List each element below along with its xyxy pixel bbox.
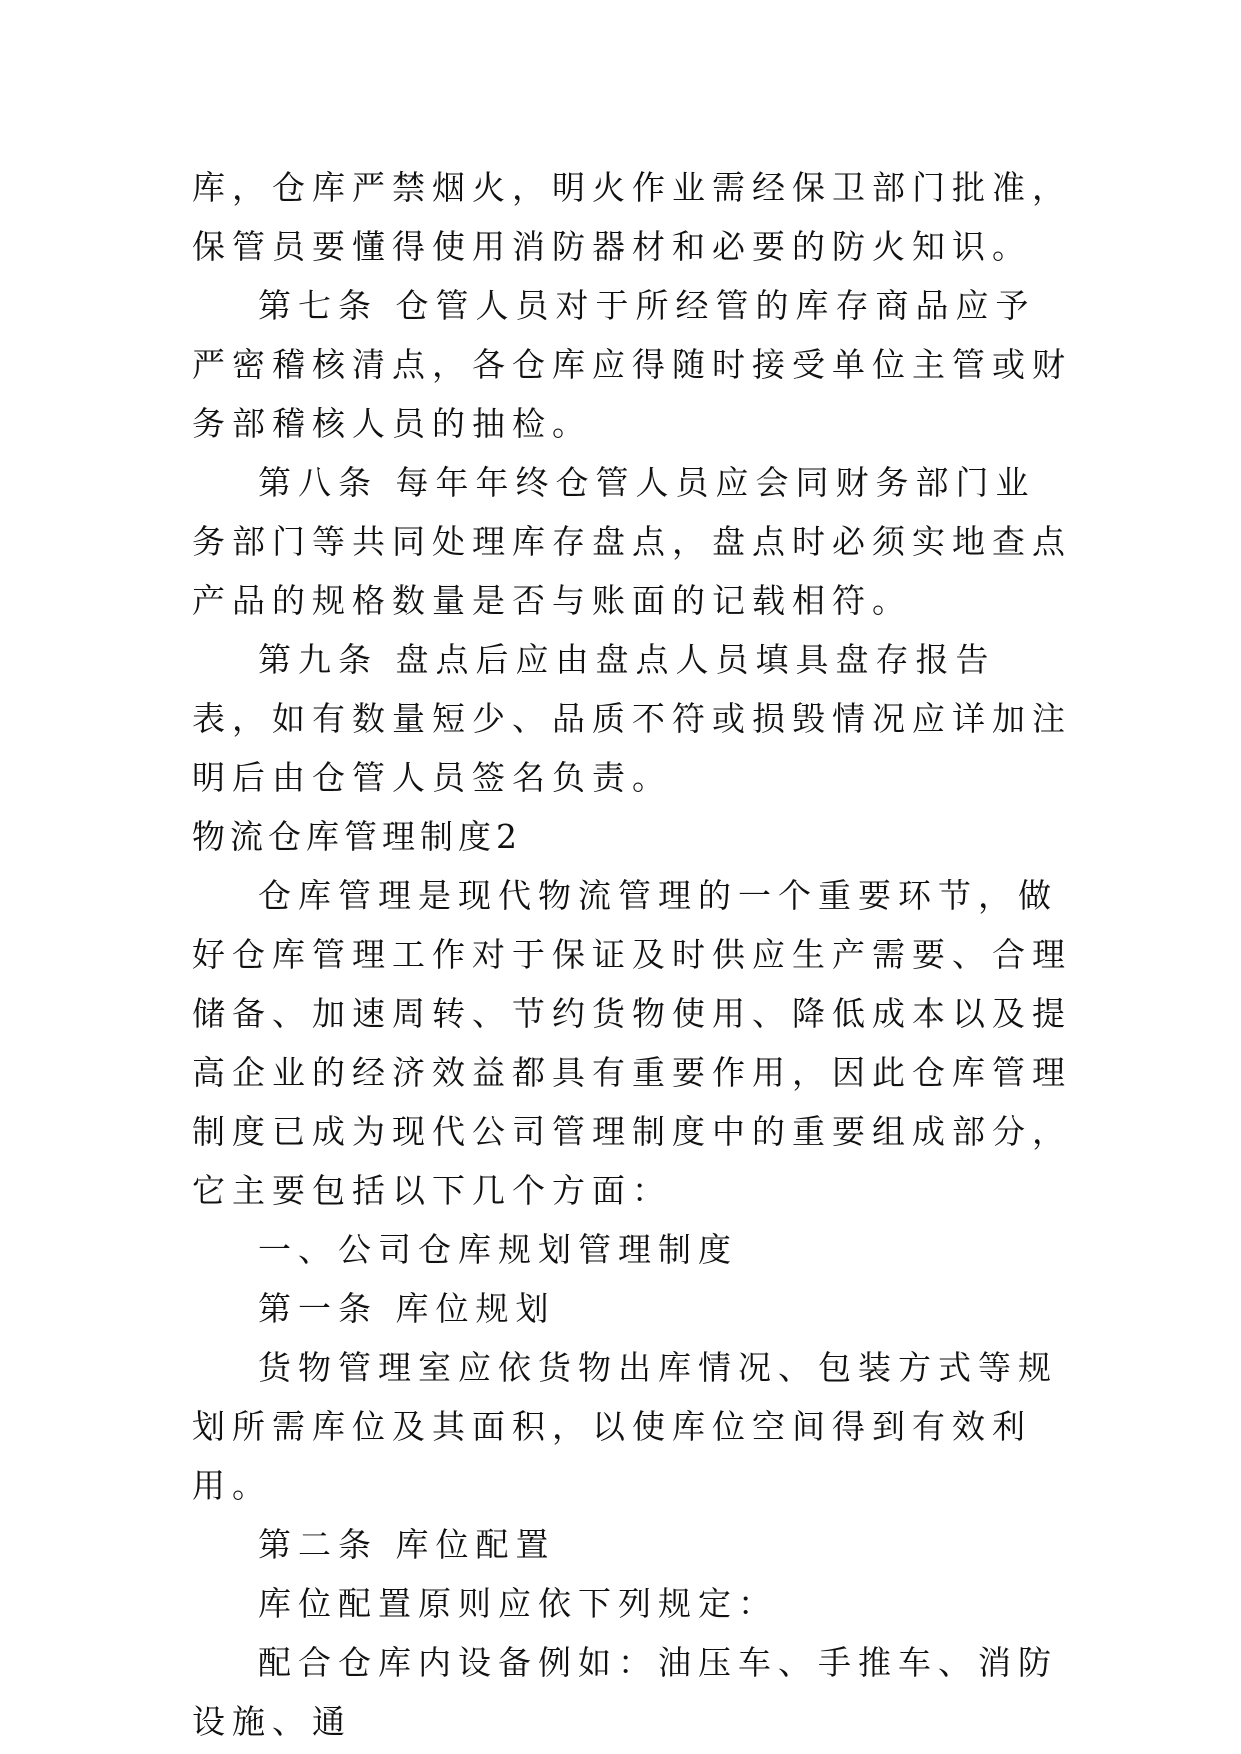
section-title: 物流仓库管理制度2 (192, 817, 522, 856)
paragraph-introduction: 仓库管理是现代物流管理的一个重要环节，做好仓库管理工作对于保证及时供应生产需要、合理储备、加速周转、节约货物使用、降低成本以及提高企业的经济效益都具有重要作用，因此仓库管理制度已成为现代公司管理制度中的重要组成部分，它主要包括以下几个方面： (192, 876, 1072, 1210)
paragraph-article-2-intro: 库位配置原则应依下列规定： (258, 1584, 778, 1623)
paragraph-article-8: 第八条 每年年终仓管人员应会同财务部门业务部门等共同处理库存盘点，盘点时必须实地查点产品的规格数量是否与账面的记载相符。 (192, 463, 1072, 620)
section-heading-warehouse-planning: 一、公司仓库规划管理制度 (258, 1230, 738, 1269)
paragraph-article-1-body: 货物管理室应依货物出库情况、包装方式等规划所需库位及其面积，以使库位空间得到有效利用。 (192, 1348, 1058, 1505)
document-body (192, 158, 1072, 1751)
article-1-heading: 第一条 库位规划 (258, 1289, 556, 1328)
paragraph-article-2-body: 配合仓库内设备例如：油压车、手推车、消防设施、通 (192, 1643, 1058, 1741)
article-2-heading: 第二条 库位配置 (258, 1525, 556, 1564)
paragraph-article-7: 第七条 仓管人员对于所经管的库存商品应予严密稽核清点，各仓库应得随时接受单位主管或财务部稽核人员的抽检。 (192, 286, 1072, 443)
paragraph-article-9: 第九条 盘点后应由盘点人员填具盘存报告表，如有数量短少、品质不符或损毁情况应详加注明后由仓管人员签名负责。 (192, 640, 1072, 797)
paragraph-fire-safety: 库，仓库严禁烟火，明火作业需经保卫部门批准，保管员要懂得使用消防器材和必要的防火知识。 (192, 168, 1072, 266)
